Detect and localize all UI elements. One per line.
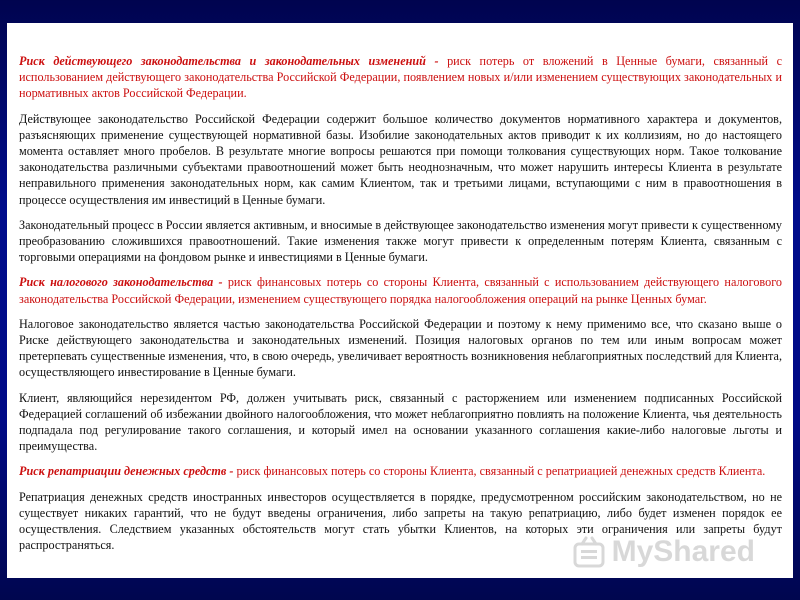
heading-risk-legislation: Риск действующего законодательства и законодательных изменений -	[19, 54, 439, 68]
paragraph-legislative-process: Законодательный процесс в России является активным, и вносимые в действующее законодательство изменения могут привести к существенному преобразованию сложившихся правоотношений. Такие изменения также могут привести к определенным потерям Клиента, связанным с торговыми операциями на фондовом рынке и инвестициями в Ценные бумаги.	[19, 217, 782, 265]
paragraph-risk-repatriation	[19, 463, 782, 479]
paragraph-risk-tax	[19, 274, 782, 306]
watermark-text: MyShared	[611, 535, 755, 568]
paragraph-repatriation-procedure: Репатриация денежных средств иностранных инвесторов осуществляется в порядке, предусмотренном российским законодательством, но не существует никаких гарантий, что не будут введены ограничения, либо запреты на такую репатриацию, либо будет изменен порядок ее осуществления. Следствием указанных обстоятельств могут стать убытки Клиентов, на которых эти ограничения или запреты будут распространяться.	[19, 489, 782, 553]
paragraph-risk-legislation	[19, 53, 782, 102]
heading-risk-repatriation: Риск репатриации денежных средств -	[19, 464, 234, 479]
paragraph-legislation-normative-base: Действующее законодательство Российской Федерации содержит большое количество документов нормативного характера и документов, разъясняющих применение существующей нормативной базы. Изобилие законодательных актов приводит к их коллизиям, но до настоящего момента оставляет много пробелов. В результате многие вопросы решаются при помощи толкования существующих норм. Такое толкование законодательства различными субъектами правоотношений может быть неоднозначным, что может нарушить интересы Клиента в результате неправильного применения законодательных норм, как самим Клиентом, так и третьими лицами, вступающими с ним в правоотношения в процессе осуществления им инвестиций в Ценные бумаги.	[19, 111, 782, 207]
heading-risk-tax: Риск налогового законодательства -	[19, 275, 223, 290]
definition-risk-tax: риск финансовых потерь со стороны Клиента, связанный с использованием действующего налогового законодательства Российской Федерации, изменением существующего порядка налогообложения операций на рынке Ценных бумаг.	[19, 275, 782, 306]
definition-risk-repatriation: риск финансовых потерь со стороны Клиента, связанный с репатриацией денежных средств Клиента.	[233, 464, 766, 479]
paragraph-nonresident-client: Клиент, являющийся нерезидентом РФ, должен учитывать риск, связанный с расторжением или изменением подписанных Российской Федерацией соглашений об избежании двойного налогообложения, что может неблагоприятно повлиять на положение Клиента, чья деятельность подпадала под регулирование такого соглашения, и который имел на основании указанного соглашения какие-либо налоговые льготы и преимущества.	[19, 390, 782, 454]
slide-content-panel	[7, 23, 793, 578]
paragraph-tax-legislation: Налоговое законодательство является частью законодательства Российской Федерации и поэтому к нему применимо все, что сказано выше о Риске действующего законодательства и законодательных изменений. Позиция налоговых органов по тем или иным вопросам может претерпевать существенные изменения, что, в свою очередь, увеличивает вероятность возникновения неблагоприятных последствий для Клиента, осуществляющего инвестирование в Ценные бумаги.	[19, 316, 782, 380]
definition-risk-legislation: риск потерь от вложений в Ценные бумаги, связанный с использованием действующего законодательства Российской Федерации, появлением новых и/или изменением существующих законодательных и нормативных актов Российской Федерации.	[19, 54, 782, 101]
